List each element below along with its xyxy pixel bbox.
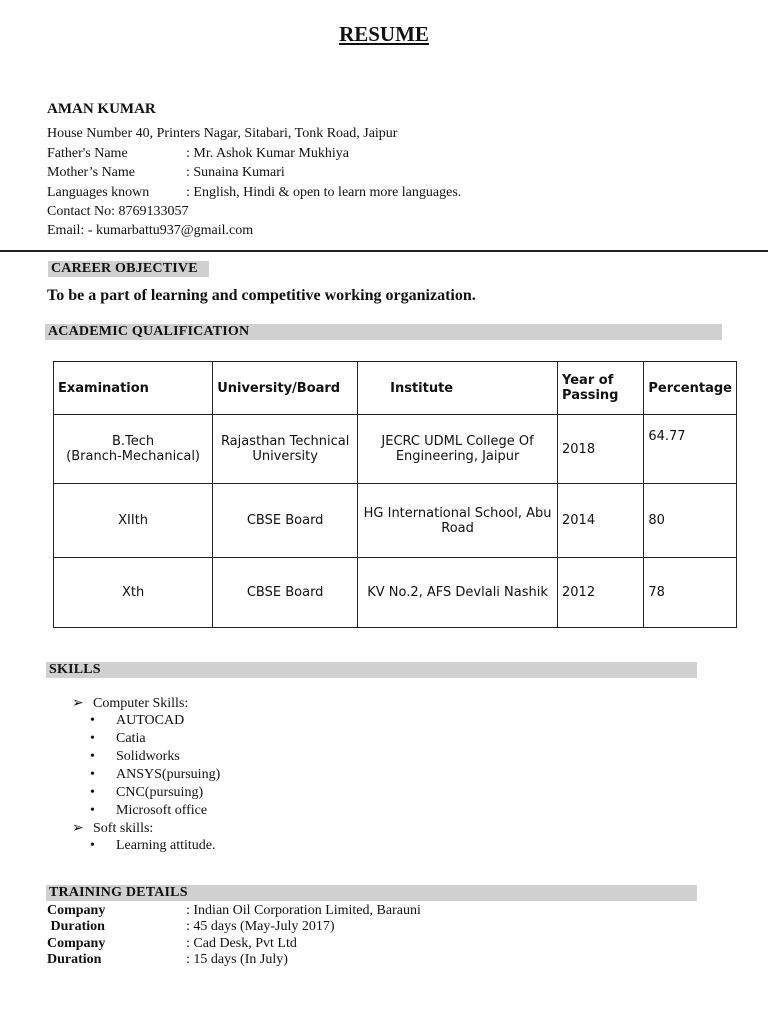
career-objective-text: To be a part of learning and competitive working organization. [47, 287, 476, 304]
skill-text: Solidworks [116, 749, 180, 764]
training-label: Duration [47, 919, 105, 934]
bullet-icon: • [90, 731, 95, 746]
email: Email: - kumarbattu937@gmail.com [47, 223, 254, 238]
list-item [72, 730, 220, 748]
languages-row [47, 185, 461, 201]
fathers-name-label: Father's Name [47, 146, 128, 161]
soft-skills-list [72, 837, 220, 855]
arrow-bullet-icon: ➢ [72, 696, 84, 711]
institute-cell: KV No.2, AFS Devlali Nashik [358, 558, 558, 628]
year-cell: 2012 [558, 558, 644, 628]
percentage-cell: 78 [644, 558, 737, 628]
list-item [72, 766, 220, 784]
training-row [47, 903, 421, 919]
skill-text: CNC(pursuing) [116, 785, 204, 800]
candidate-name: AMAN KUMAR [47, 101, 156, 117]
training-value: : 45 days (May-July 2017) [186, 919, 335, 934]
institute-cell: JECRC UDML College Of Engineering, Jaipur [358, 415, 558, 484]
percentage-cell: 80 [644, 484, 737, 558]
resume-title: RESUME [339, 22, 429, 46]
exam-cell: XIIth [54, 484, 213, 558]
training-row [47, 952, 288, 968]
board-cell: Rajasthan Technical University [213, 415, 358, 484]
arrow-bullet-icon: ➢ [72, 821, 84, 836]
skill-text: AUTOCAD [116, 713, 185, 728]
fathers-name-value: : Mr. Ashok Kumar Mukhiya [186, 146, 349, 161]
training-row [47, 936, 297, 952]
soft-skills-item [72, 820, 220, 837]
bullet-icon: • [90, 713, 95, 728]
table-row [54, 484, 737, 558]
list-item [72, 784, 220, 802]
mothers-name-value: : Sunaina Kumari [186, 165, 285, 180]
exam-cell: Xth [54, 558, 213, 628]
year-cell: 2018 [558, 415, 644, 484]
mothers-name-label: Mother’s Name [47, 165, 135, 180]
table-header-row [54, 362, 737, 415]
training-row [47, 919, 335, 935]
training-value: : Indian Oil Corporation Limited, Barauni [186, 903, 421, 918]
institute-cell: HG International School, Abu Road [358, 484, 558, 558]
list-item [72, 748, 220, 766]
table-row [54, 415, 737, 484]
academic-heading: ACADEMIC QUALIFICATION [45, 324, 722, 340]
col-year: Year of Passing [558, 362, 644, 415]
bullet-icon: • [90, 767, 95, 782]
computer-skills-label: Computer Skills: [93, 696, 189, 711]
board-cell: CBSE Board [213, 484, 358, 558]
academic-table [53, 361, 737, 628]
training-label: Duration [47, 952, 102, 967]
skill-text: ANSYS(pursuing) [116, 767, 221, 782]
computer-skills-item [72, 695, 220, 712]
soft-skills-label: Soft skills: [93, 821, 154, 836]
board-cell: CBSE Board [213, 558, 358, 628]
col-university: University/Board [213, 362, 358, 415]
training-label: Company [47, 936, 106, 951]
training-heading: TRAINING DETAILS [46, 885, 697, 901]
contact-number: Contact No: 8769133057 [47, 204, 189, 219]
bullet-icon: • [90, 785, 95, 800]
skill-text: Learning attitude. [116, 838, 216, 853]
year-cell: 2014 [558, 484, 644, 558]
exam-cell: B.Tech (Branch-Mechanical) [54, 415, 213, 484]
fathers-name-row [47, 146, 349, 162]
career-objective-heading: CAREER OBJECTIVE [48, 261, 209, 277]
skill-text: Catia [116, 731, 146, 746]
divider-line [0, 250, 768, 252]
bullet-icon: • [90, 838, 95, 853]
computer-skills-list [72, 712, 220, 820]
mothers-name-row [47, 165, 285, 181]
bullet-icon: • [90, 749, 95, 764]
skill-text: Microsoft office [116, 803, 208, 818]
col-examination: Examination [54, 362, 213, 415]
table-row [54, 558, 737, 628]
list-item [72, 837, 220, 855]
training-value: : Cad Desk, Pvt Ltd [186, 936, 297, 951]
col-percentage: Percentage [644, 362, 737, 415]
list-item [72, 712, 220, 730]
percentage-cell: 64.77 [644, 415, 737, 484]
training-label: Company [47, 903, 106, 918]
bullet-icon: • [90, 803, 95, 818]
languages-value: : English, Hindi & open to learn more languages. [186, 185, 462, 200]
list-item [72, 802, 220, 820]
training-value: : 15 days (In July) [186, 952, 288, 967]
skills-list [72, 695, 220, 855]
address: House Number 40, Printers Nagar, Sitabari, Tonk Road, Jaipur [47, 126, 398, 141]
languages-label: Languages known [47, 185, 150, 200]
skills-heading: SKILLS [46, 662, 697, 678]
col-institute: Institute [358, 362, 558, 415]
